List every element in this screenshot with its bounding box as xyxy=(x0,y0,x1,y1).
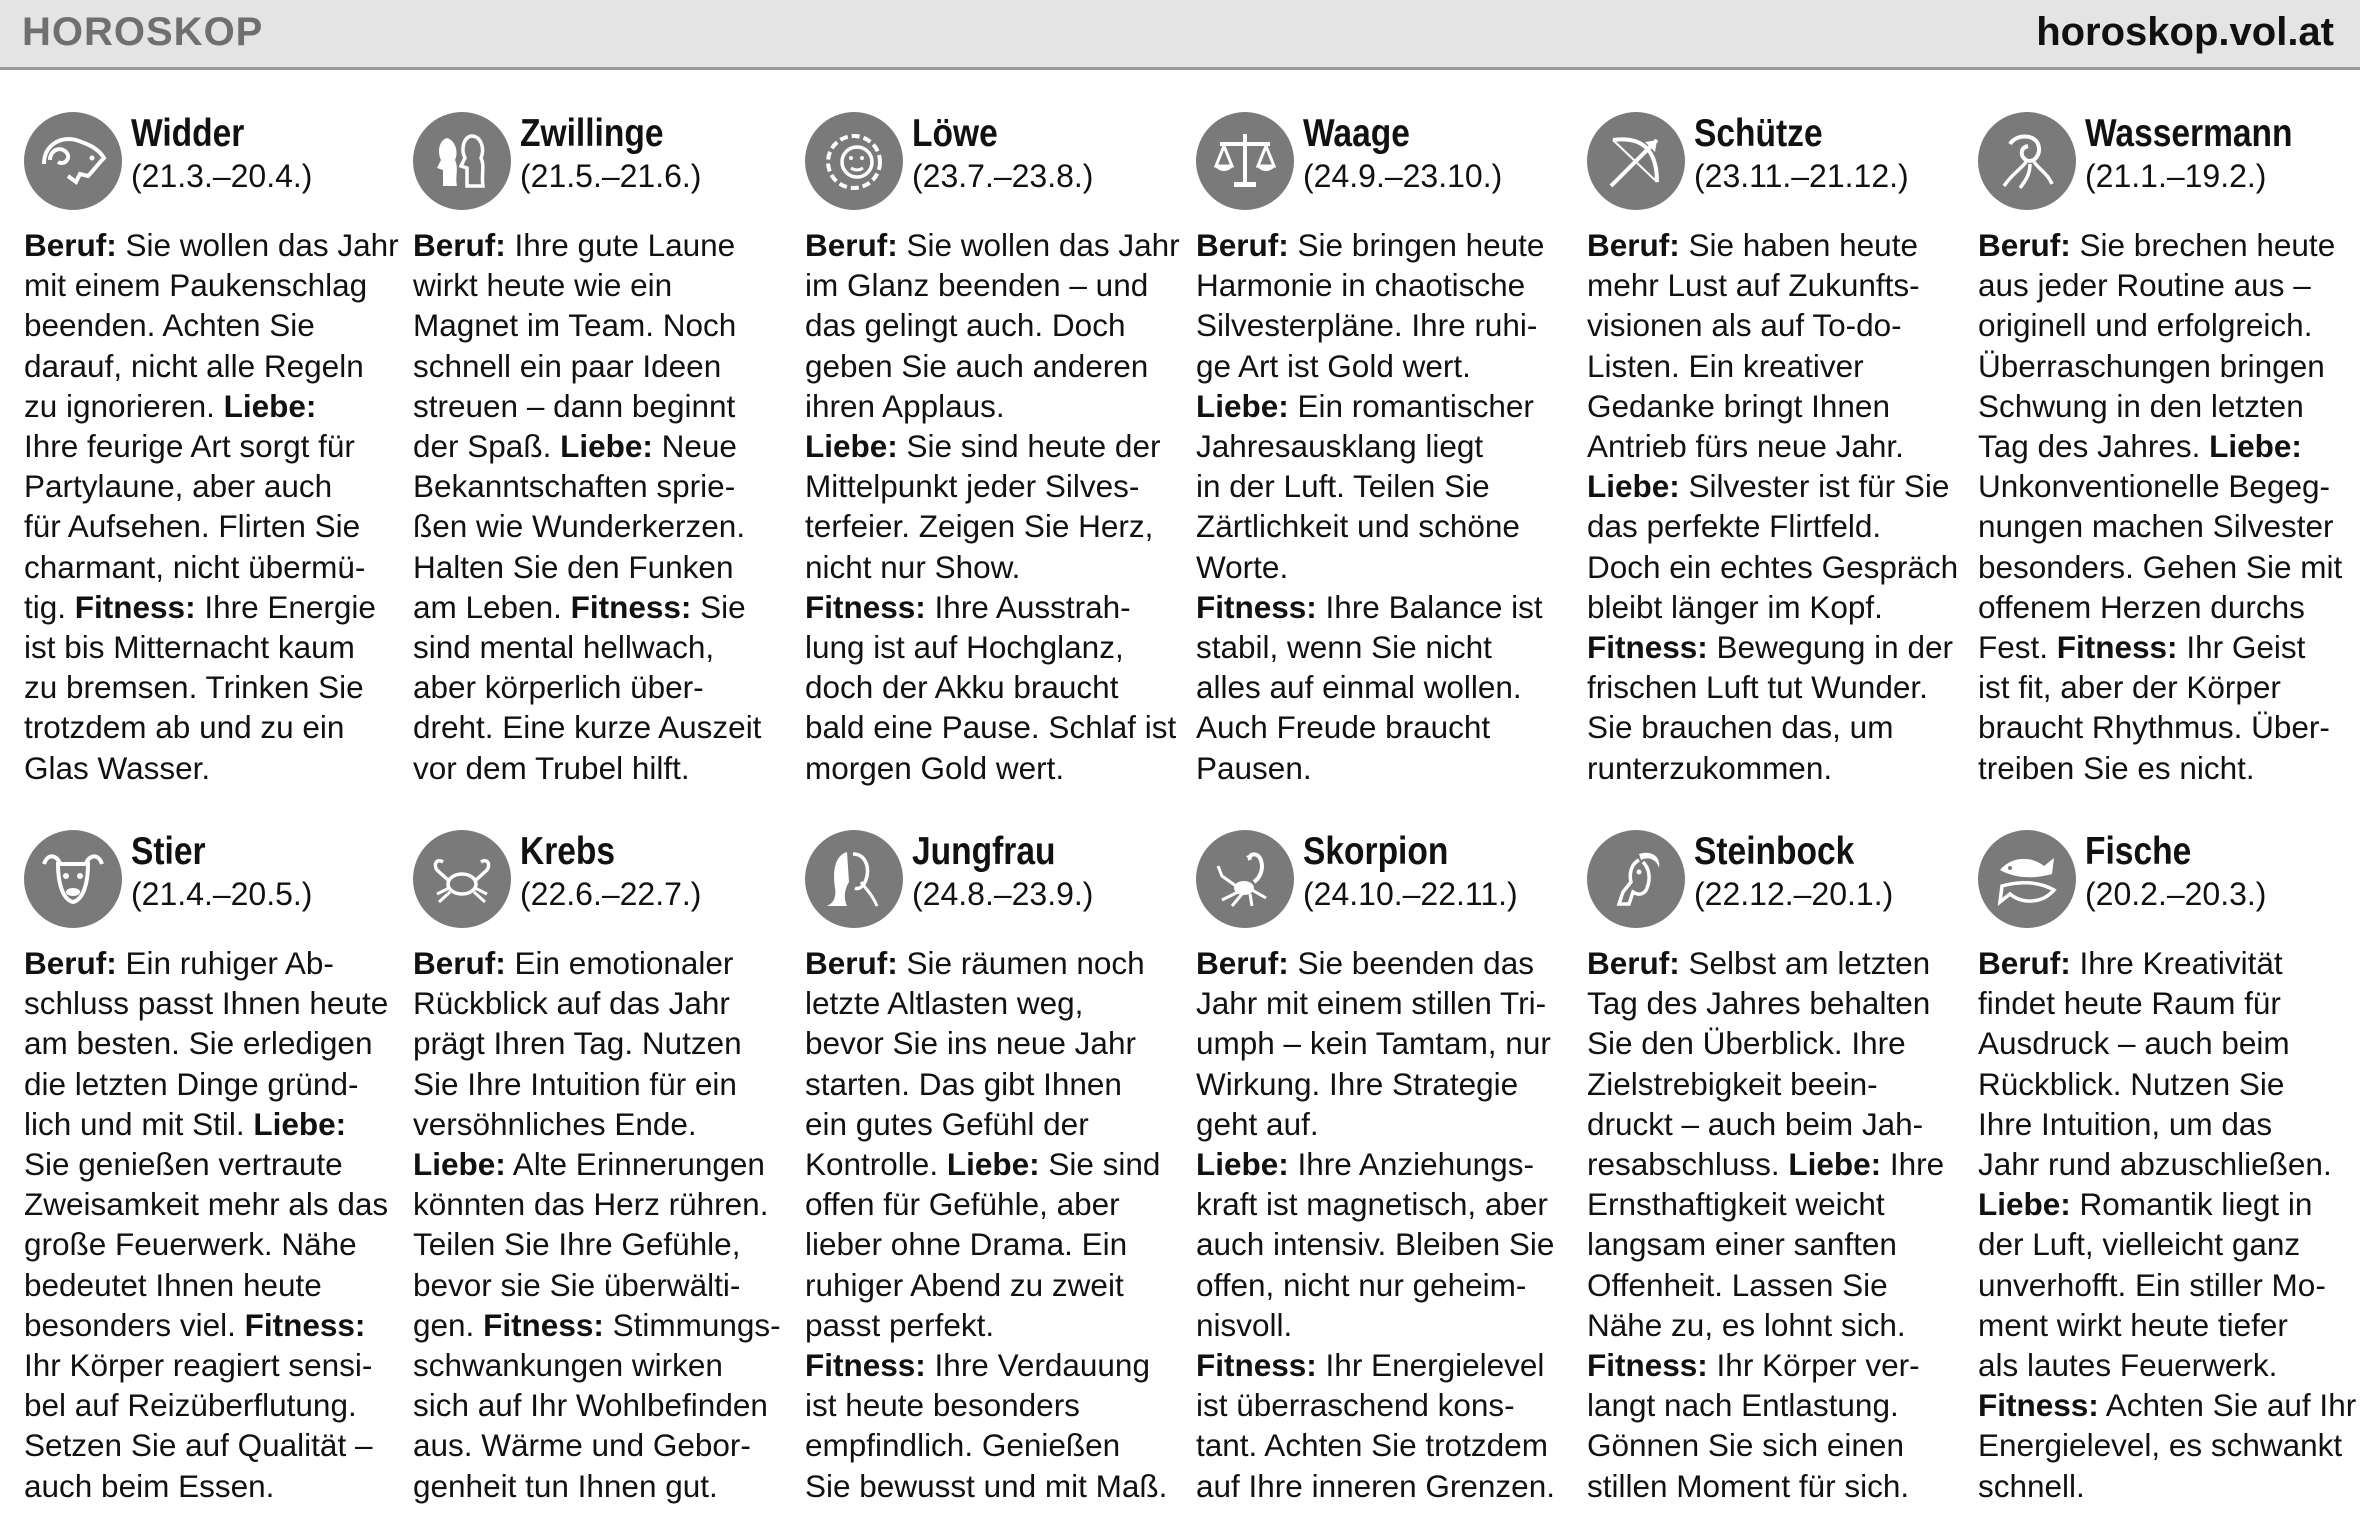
text-liebe: Ihre Ernsthaftigkeit weicht langsam einer sanften Offenheit. Lassen Sie Nähe zu, es lohnt sich. xyxy=(1587,1146,1945,1343)
sign-dates: (23.11.–21.12.) xyxy=(1694,158,1909,194)
text-beruf: Sie haben heute mehr Lust auf Zukunfts- visionen als auf To-do- Listen. Ein kreativer Gedanke bringt Ihnen Antrieb fürs neue Jahr. xyxy=(1587,227,1920,465)
text-fitness: Stimmungs- schwankungen wirken sich auf Ihr Wohlbefinden aus. Wärme und Gebor- genheit tun Ihnen gut. xyxy=(413,1306,781,1504)
scales-icon xyxy=(1196,112,1294,210)
sign-dates: (24.10.–22.11.) xyxy=(1303,876,1518,912)
sign-dates: (23.7.–23.8.) xyxy=(912,158,1094,194)
page-title: HOROSKOP xyxy=(22,10,264,54)
text-fitness: Ihre Energie ist bis Mitternacht kaum zu bremsen. Trinken Sie trotzdem ab und zu ein Glas Wasser. xyxy=(24,588,376,786)
label-liebe: Liebe: xyxy=(1196,387,1289,424)
text-liebe: Romantik liegt in der Luft, vielleicht ganz unverhofft. Ein stiller Mo- ment wirkt heute tiefer als lautes Feuerwerk. xyxy=(1978,1186,2326,1384)
sign-dates: (22.12.–20.1.) xyxy=(1694,876,1894,912)
text-beruf: Ihre Kreativität findet heute Raum für Ausdruck – auch beim Rückblick. Nutzen Sie Ihre Intuition, um das Jahr rund abzuschließen. xyxy=(1978,945,2332,1183)
lion-icon xyxy=(805,112,903,210)
text-beruf: Ein emotionaler Rückblick auf das Jahr prägt Ihren Tag. Nutzen Sie Ihre Intuition für ein versöhnliches Ende. xyxy=(413,945,742,1142)
text-fitness: Ihre Ausstrah- lung ist auf Hochglanz, doch der Akku braucht bald eine Pause. Schlaf ist morgen Gold wert. xyxy=(805,588,1177,786)
text-beruf: Ihre gute Laune wirkt heute wie ein Magnet im Team. Noch schnell ein paar Ideen streuen – dann beginnt der Spaß. xyxy=(413,227,737,465)
sign-name: Schütze xyxy=(1694,112,1823,155)
sign-dates: (22.6.–22.7.) xyxy=(520,876,702,912)
horoscope-text xyxy=(24,225,400,788)
label-beruf: Beruf: xyxy=(1587,227,1680,263)
sign-name: Zwillinge xyxy=(520,112,664,155)
ram-icon xyxy=(24,112,122,210)
text-liebe: Unkonventionelle Begeg- nungen machen Silvester besonders. Gehen Sie mit offenem Herzen durchs Fest. xyxy=(1978,468,2343,666)
virgin-icon xyxy=(805,830,903,928)
sign-name: Krebs xyxy=(520,830,616,873)
label-beruf: Beruf: xyxy=(805,227,898,263)
horoscope-text xyxy=(24,943,400,1506)
label-liebe: Liebe: xyxy=(223,387,317,424)
text-fitness: Ihr Geist ist fit, aber der Körper braucht Rhythmus. Über- treiben Sie es nicht. xyxy=(1978,629,2330,786)
crab-icon xyxy=(413,830,511,928)
text-liebe: Neue Bekanntschaften sprie- ßen wie Wunderkerzen. Halten Sie den Funken am Leben. xyxy=(413,428,746,625)
ibex-icon xyxy=(1587,830,1685,928)
label-liebe: Liebe: xyxy=(560,428,653,465)
header-bar xyxy=(0,0,2360,70)
text-liebe: Sie genießen vertraute Zweisamkeit mehr als das große Feuerwerk. Nähe bedeutet Ihnen heute besonders viel. xyxy=(24,1146,389,1343)
label-fitness: Fitness: xyxy=(805,1347,926,1384)
sign-name: Fische xyxy=(2085,830,2192,873)
label-fitness: Fitness: xyxy=(244,1306,366,1343)
label-fitness: Fitness: xyxy=(1196,1347,1317,1384)
text-liebe: Sie sind offen für Gefühle, aber lieber ohne Drama. Ein ruhiger Abend zu zweit passt perfekt. xyxy=(805,1146,1161,1343)
text-beruf: Sie bringen heute Harmonie in chaotische Silvesterpläne. Ihre ruhi- ge Art ist Gold wert. xyxy=(1196,227,1545,384)
text-liebe: Sie sind heute der Mittelpunkt jeder Silves- terfeier. Zeigen Sie Herz, nicht nur Show. xyxy=(805,428,1161,585)
text-fitness: Bewegung in der frischen Luft tut Wunder. Sie brauchen das, um runterzukommen. xyxy=(1587,629,1953,786)
horoscope-text xyxy=(1196,225,1572,788)
horoscope-text xyxy=(805,225,1181,788)
text-beruf: Sie brechen heute aus jeder Routine aus – originell und erfolgreich. Überraschungen bringen Schwung in den letzten Tag des Jahres. xyxy=(1978,227,2336,465)
sign-dates: (20.2.–20.3.) xyxy=(2085,876,2267,912)
label-fitness: Fitness: xyxy=(74,588,196,625)
label-beruf: Beruf: xyxy=(1587,945,1680,981)
label-liebe: Liebe: xyxy=(2209,428,2302,465)
label-fitness: Fitness: xyxy=(1978,1387,2099,1424)
text-liebe: Silvester ist für Sie das perfekte Flirtfeld. Doch ein echtes Gespräch bleibt länger im Kopf. xyxy=(1587,468,1959,625)
label-liebe: Liebe: xyxy=(413,1146,506,1183)
text-beruf: Selbst am letzten Tag des Jahres behalten Sie den Überblick. Ihre Zielstrebigkeit beein- druckt – auch beim Jah- resabschluss. xyxy=(1587,945,1931,1183)
label-liebe: Liebe: xyxy=(253,1105,347,1142)
sign-name: Löwe xyxy=(912,112,998,155)
label-liebe: Liebe: xyxy=(1978,1186,2071,1223)
horoscope-text xyxy=(413,943,789,1506)
horoscope-text xyxy=(413,225,789,788)
label-fitness: Fitness: xyxy=(805,588,926,625)
label-beruf: Beruf: xyxy=(1978,945,2071,981)
text-fitness: Achten Sie auf Ihr Energielevel, es schwankt schnell. xyxy=(1978,1387,2357,1504)
sign-name: Waage xyxy=(1303,112,1410,155)
label-fitness: Fitness: xyxy=(570,588,692,625)
twins-icon xyxy=(413,112,511,210)
label-liebe: Liebe: xyxy=(805,428,898,465)
archer-bow-icon xyxy=(1587,112,1685,210)
sign-name: Jungfrau xyxy=(912,830,1056,873)
text-fitness: Ihre Balance ist stabil, wenn Sie nicht alles auf einmal wollen. Auch Freude braucht Pausen. xyxy=(1196,588,1543,786)
label-liebe: Liebe: xyxy=(946,1146,1040,1183)
text-beruf: Ein ruhiger Ab- schluss passt Ihnen heute am besten. Sie erledigen die letzten Dinge gründ- lich und mit Stil. xyxy=(24,945,389,1142)
label-fitness: Fitness: xyxy=(483,1306,604,1343)
label-beruf: Beruf: xyxy=(413,945,506,981)
text-beruf: Sie wollen das Jahr im Glanz beenden – und das gelingt auch. Doch geben Sie auch anderen ihren Applaus. xyxy=(805,227,1180,424)
label-beruf: Beruf: xyxy=(1978,227,2071,263)
label-beruf: Beruf: xyxy=(805,945,898,981)
sign-name: Steinbock xyxy=(1694,830,1855,873)
label-beruf: Beruf: xyxy=(24,945,117,981)
label-liebe: Liebe: xyxy=(1196,1146,1289,1183)
text-liebe: Ihre feurige Art sorgt für Partylaune, aber auch für Aufsehen. Flirten Sie charmant, nicht übermü- tig. xyxy=(24,428,366,625)
text-beruf: Sie wollen das Jahr mit einem Paukenschlag beenden. Achten Sie darauf, nicht alle Regeln zu ignorieren. xyxy=(24,227,399,424)
scorpion-icon xyxy=(1196,830,1294,928)
label-beruf: Beruf: xyxy=(24,227,117,263)
text-fitness: Ihr Energielevel ist überraschend kons- tant. Achten Sie trotzdem auf Ihre inneren Grenzen. xyxy=(1196,1347,1555,1504)
sign-name: Skorpion xyxy=(1303,830,1449,873)
text-fitness: Ihr Körper ver- langt nach Entlastung. Gönnen Sie sich einen stillen Moment für sich. xyxy=(1587,1347,1920,1504)
horoscope-text xyxy=(1978,225,2354,788)
label-beruf: Beruf: xyxy=(1196,945,1289,981)
text-liebe: Ein romantischer Jahresausklang liegt in der Luft. Teilen Sie Zärtlichkeit und schöne Worte. xyxy=(1196,387,1534,585)
bull-icon xyxy=(24,830,122,928)
site-url: horoskop.vol.at xyxy=(2036,10,2334,54)
horoscope-text xyxy=(805,943,1181,1506)
sign-name: Stier xyxy=(131,830,206,873)
text-fitness: Ihre Verdauung ist heute besonders empfindlich. Genießen Sie bewusst und mit Maß. xyxy=(805,1347,1168,1504)
label-beruf: Beruf: xyxy=(1196,227,1289,263)
sign-dates: (24.9.–23.10.) xyxy=(1303,158,1503,194)
label-fitness: Fitness: xyxy=(1587,1347,1708,1384)
label-fitness: Fitness: xyxy=(2056,629,2178,666)
sign-name: Wassermann xyxy=(2085,112,2293,155)
sign-dates: (21.4.–20.5.) xyxy=(131,876,313,912)
sign-dates: (21.3.–20.4.) xyxy=(131,158,313,194)
label-liebe: Liebe: xyxy=(1788,1146,1882,1183)
sign-dates: (24.8.–23.9.) xyxy=(912,876,1094,912)
label-liebe: Liebe: xyxy=(1587,468,1680,505)
sign-dates: (21.1.–19.2.) xyxy=(2085,158,2267,194)
horoscope-text xyxy=(1978,943,2357,1506)
sign-dates: (21.5.–21.6.) xyxy=(520,158,702,194)
label-fitness: Fitness: xyxy=(1196,588,1317,625)
fish-icon xyxy=(1978,830,2076,928)
text-beruf: Sie räumen noch letzte Altlasten weg, bevor Sie ins neue Jahr starten. Das gibt Ihnen ein gutes Gefühl der Kontrolle. xyxy=(805,945,1145,1183)
text-liebe: Alte Erinnerungen könnten das Herz rühren. Teilen Sie Ihre Gefühle, bevor sie Sie überwälti- gen. xyxy=(413,1146,769,1343)
water-bearer-icon xyxy=(1978,112,2076,210)
text-beruf: Sie beenden das Jahr mit einem stillen Tri- umph – kein Tamtam, nur Wirkung. Ihre Strategie geht auf. xyxy=(1196,945,1551,1142)
label-beruf: Beruf: xyxy=(413,227,506,263)
horoscope-text xyxy=(1587,225,1963,788)
horoscope-text xyxy=(1587,943,1963,1506)
text-fitness: Ihr Körper reagiert sensi- bel auf Reizüberflutung. Setzen Sie auf Qualität – auch beim Essen. xyxy=(24,1347,373,1504)
label-fitness: Fitness: xyxy=(1587,629,1708,666)
text-fitness: Sie sind mental hellwach, aber körperlich über- dreht. Eine kurze Auszeit vor dem Trubel hilft. xyxy=(413,588,762,786)
sign-name: Widder xyxy=(131,112,245,155)
horoscope-text xyxy=(1196,943,1572,1506)
text-liebe: Ihre Anziehungs- kraft ist magnetisch, aber auch intensiv. Bleiben Sie offen, nicht nur geheim- nisvoll. xyxy=(1196,1146,1555,1343)
